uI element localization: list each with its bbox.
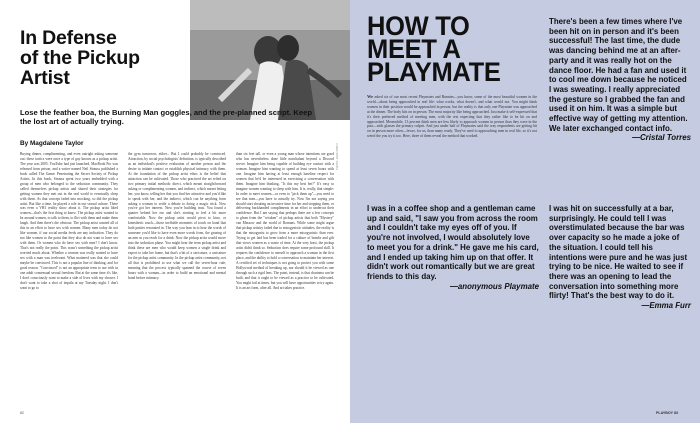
quote-attribution: —Cristal Torres: [632, 133, 691, 143]
right-page: [350, 0, 700, 423]
photo-credit: PHOTO: JOHN SMITH: [336, 143, 339, 170]
article-title: [20, 28, 185, 88]
sidebar-title-line: PLAYMATE: [367, 58, 501, 88]
intro-text: asked six of our most recent Playmates and Bunnies—you know, some of the most beautiful women in the world—about being approached in real life: what works, what doesn't, and what would not. You might think women in their position would be approached in person, but the reality is that only one Playmate was approached at the dinner. The body hits on in person. The most majority like being approached. Just make it self-expressed that it's their preferred method of meeting men, with the rest expecting that they rather like to be hit on and approached. Meanwhile, 13 percent think men are less likely to approach women in person than they were in the past—with glasses the primary culprit. And just under half of Playmates said the way respondents are getting hit on in person more often—fewer, for us, than many ready. They've used to approaching men in real life, so it's not weird the you try it too. Here, three of them reveal the method that worked.: [367, 95, 537, 139]
body-text: Buying dinner, complimenting, and even outright asking someone out: these tactics were once a type of gay known as a pickup artist. The year was 2005. YouTube had just launched, MacBook Pro was released from prison, and a writer named Neil Strauss published a book called The Game: Penetrating the Secret Society of Pickup Artists. In this book, Strauss spent two years embedded with a group of men who belonged to the seduction community. They called themselves pickup artists and shared their strategies for getting women they met out in the real world to eventually sleep with them. As that concept faded into mocking, so did the pickup artist. But like a time, he played a role in our sexual culture. There was even a VH1 reality show about it. The pickup artist liked women—that's the first thing to know. The pickup artist wanted to be around women, to talk to them, to flirt with them and make them laugh. And then there's the obvious: The pickup artist wanted all of this in an effort to have sex with women. Many men today do not like women, if our social media feeds are any indication. They do not like women to the point that they also do not want to have sex with them. Or women who do have sex with men? I don't know. That's not really the point. This wasn't something the pickup artist worried much about. Whether a woman was really wanted to have sex with a man was irrelevant. What mattered was that she could maybe be convinced. This is not a popular line of thinking, and for good reason. "Convinced" is not an appropriate term to use with in one adult consensual sexual freedom. But at the same time it's like, I don't consciously want to make a side of lives with my shower. I don't want to take a shot of tequila at my Tuesday night. I don't want to go to: [20, 152, 118, 290]
page-number-right: PLAYBOY 83: [656, 411, 678, 415]
body-column: [236, 152, 334, 402]
article-body: [20, 152, 335, 402]
body-column: [128, 152, 226, 402]
pull-quote: [549, 204, 691, 311]
article-byline: By Magdalene Taylor: [20, 140, 84, 147]
intro-lead-in: We: [367, 95, 374, 99]
sidebar-title: [367, 11, 542, 88]
couple-photo-graphic: [190, 0, 350, 120]
quote-text: There's been a few times where I've been hit on in person and it's been successful! The last time, the dude was dancing behind me at an after-party and it was really hot on the dance floor. He had a fan and used it to cool me down because he noticed I was sweating. I really appreciated the gesture so I grabbed the fan and used it on him. It was a simple but effective way of getting my attention. We later exchanged contact info.: [549, 17, 688, 133]
article-title-line: Artist: [20, 67, 70, 89]
quote-text: I was in a coffee shop and a gentleman came up and said, "I saw you from across the room and I couldn't take my eyes off of you. If you're not involved, I would absolutely love to meet you for a drink." He gave me his card, and I ended up taking him up on that offer. It didn't work out romantically but we are great friends to this day.: [367, 204, 539, 281]
quote-text: I was hit on successfully at a bar, surprisingly. He could tell I was overstimulated because the bar was over capacity so he made a joke of the situation. I could tell his intentions were pure and he was just trying to be nice. He waited to see if there was an opening to lead the conversation into something more flirty! That's the best way to do it.: [549, 204, 688, 301]
body-text: than six feet tall, or even a young man whose intentions are good who has nevertheless done little nonchalant beyond a Discord server. Imagine him being capable of building eye contact with a woman. Imagine him wanting to spend at least seven hours with one. Imagine him having at least enough baseline respect for women that he'd be interested in exercising a conversation with them. Imagine him thinking, "Is this my best bet?" It's easy to imagine women wanting to sleep with him. It is, really, that simple: In order to meet women—or even to "pick them up"—you need to see that men—you have to actually try. Now I'm not saying you should start shouting an invasive time for her and stopping them, or delivering backhanded compliments in an effort to undercut their confidence. But I am saying that perhaps there are a few concepts to glean from the "wisdom" of pickup artists that both "Mystery" van Massow and the world of Romans. While some might argue that pickup artistry faded due to misogynistic attitudes, the reality is that the misogynist to grow from a more misogynistic than ever. Trying to get laid has been traded for a culture of bombs and gift that views women as a waste of time. At the very least, the pickup artist didn't think so. Seduction does require some profound skill. It requires the confidence to oneself to approach a woman in the first place, and the ability to hold a conversation to maintain her interest. A certified set of techniques is not going to protect you with some Hollywood method of breaking up, nor should it be viewed as one through such a rigid lens. The point, instead, is that charisma can be built, and that it ought to be viewed as a practice to be cultivated. You might fail at times, but you will have opportunities to try again. It is an art form, after all. And art takes practice.: [236, 152, 334, 290]
sidebar-title-line: MEET A: [367, 34, 461, 65]
pull-quote: [549, 17, 691, 143]
article-title-line: of the Pickup: [20, 47, 140, 69]
quote-attribution: —Emma Furr: [641, 301, 691, 311]
sidebar-intro: [367, 95, 537, 190]
quote-attribution: —anonymous Playmate: [449, 281, 539, 291]
page-number-left: 82: [20, 411, 24, 415]
body-column: [20, 152, 118, 402]
body-text: the gym tomorrow, either... But I could probably be convinced. Attraction, by social psychologists' definition, is typically described as an individual's positive evaluation of another person and the desire to initiate contact or establish physical intimacy with them. At the foundation of the pickup artist ethos is the belief that attraction can be cultivated. Those who practiced the art relied on two primary initial methods: direct, which meant straightforward asking or complimenting women, and indirect, which meant letting her, you know, telling her that you find her attractive and you'd like to speak with her, and the indirect, which can be anything from asking a woman to settle a debate to doing a magic trick. Now you've got her interest. Now you're building trust. You found a quarter behind her ear and she's starting to feel a bit more comfortable. Now the pickup artist would pivot to kino, or kinesthetic touch—those ineffable moments of touch on hand that both parties resonated in. The way you lean in to hear the words of someone you'd like to have even more words from, the grazing of an arm as you reach for a drink. Now the pickup artist would move into the seduction phase. You might hear the term pickup artist and think these are men who would keep women a single drink and expect to take her home, but that's a bit of a caricature, a caricature for the pickup artist community. In the pickup artist community, not all that is prohibited to use what we call the seven-hour rule, meaning that the process typically spanned the course of seven hours with a woman—in order to build an emotional and mental bond before intimacy.: [128, 152, 226, 280]
article-deck: Lose the feather boa, the Burning Man goggles, and the pre-planned script. Keep the lost art of actually trying.: [20, 108, 312, 127]
couple-photo: [190, 0, 350, 120]
pull-quote: [367, 204, 539, 291]
sidebar-title-line: HOW TO: [367, 11, 470, 42]
article-title-line: In Defense: [20, 27, 117, 49]
